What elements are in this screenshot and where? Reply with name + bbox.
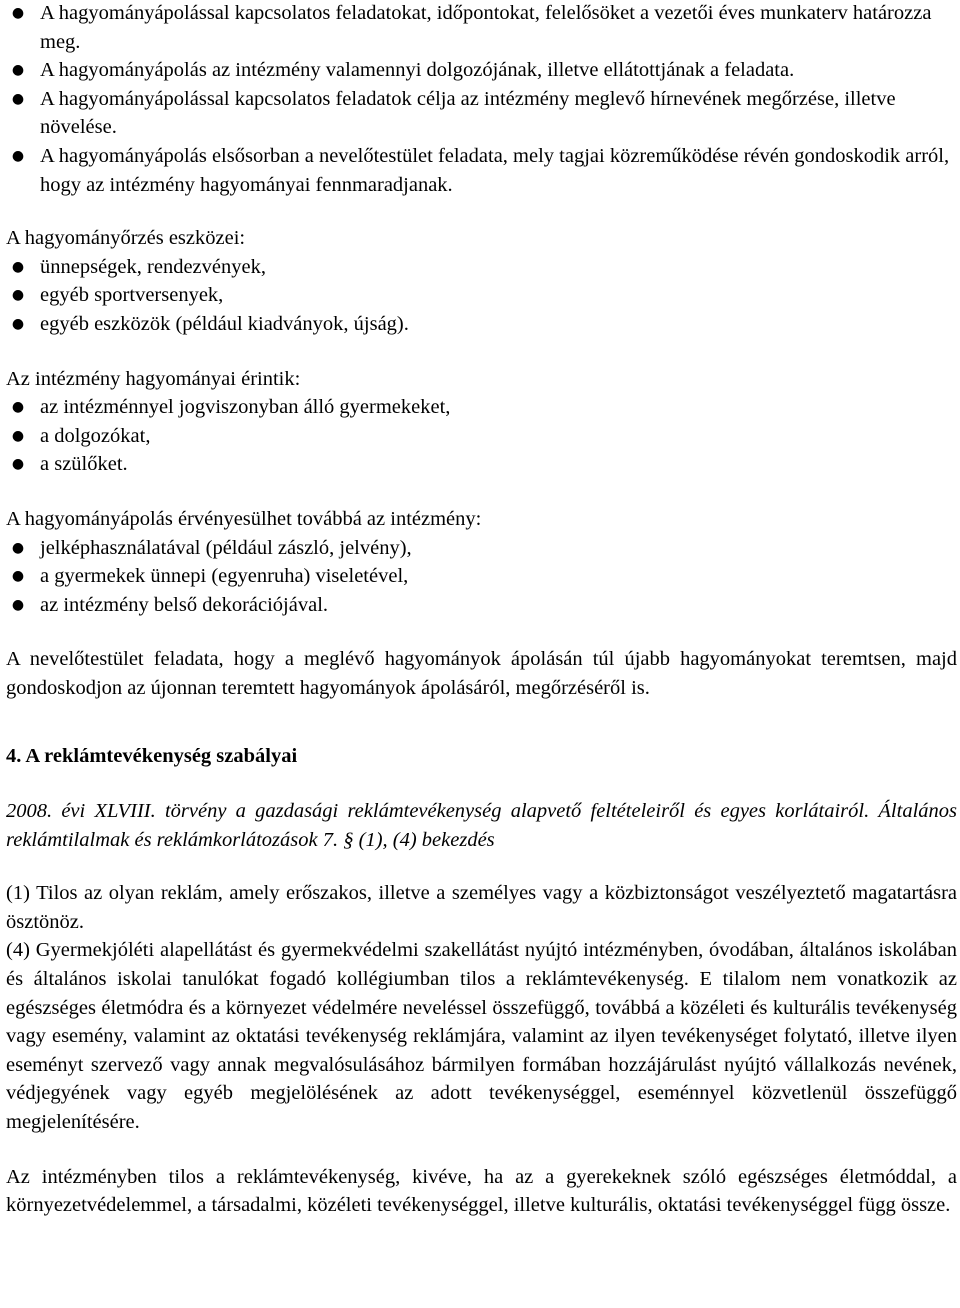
- list-item-text: egyéb eszközök (például kiadványok, újság).: [40, 312, 409, 335]
- list-item-text: az intézmény belső dekorációjával.: [40, 593, 329, 616]
- tools-intro: A hagyományőrzés eszközei:: [6, 227, 246, 250]
- list-item: [6, 85, 957, 142]
- list-item-text: A hagyományápolással kapcsolatos feladatokat, időpontokat, felelősöket a vezetői éves munkaterv határozza meg.: [40, 2, 932, 53]
- list-item: [6, 393, 957, 422]
- list-item: [6, 56, 957, 85]
- final-paragraph: Az intézményben tilos a reklámtevékenység, kivéve, ha az a gyerekeknek szóló egészséges életmóddal, a környezetvédelemmel, a társadalmi, közéleti tevékenységgel, illetve kulturális, oktatási tevékenységgel függ össze.: [6, 1165, 957, 1217]
- list-item: [6, 0, 957, 56]
- list-item-text: A hagyományápolás elsősorban a nevelőtestület feladata, mely tagjai közreműködése révén gondoskodik arról, hogy az intézmény hagyományai fennmaradjanak.: [40, 144, 950, 196]
- list-item-text: ünnepségek, rendezvények,: [40, 255, 266, 278]
- section-heading: 4. A reklámtevékenység szabályai: [6, 745, 298, 768]
- list-item-text: jelképhasználatával (például zászló, jelvény),: [40, 536, 412, 559]
- list-item: [6, 562, 957, 591]
- list-item-text: a szülőket.: [40, 453, 128, 476]
- bullet-icon: ●: [11, 568, 25, 585]
- list-item-text: A hagyományápolás az intézmény valamennyi dolgozójának, illetve ellátottjának a feladata.: [40, 59, 795, 82]
- bullet-icon: ●: [11, 596, 25, 613]
- clause-4: (4) Gyermekjóléti alapellátást és gyermekvédelmi szakellátást nyújtó intézményben, óvodában, általános iskolában és általános iskolai tanulókat fogadó kollégiumban tilos a reklámtevékenység. E tilalom nem vonatkozik az egészséges életmódra és a környezet védelmére neveléssel összefüggő, továbbá a közéleti és kulturális tevékenység vagy esemény, valamint az oktatási tevékenység reklámjára, valamint az ilyen tevékenységet folytató, illetve ilyen eseményt szervező vagy annak megvalósulásához bármilyen formában hozzájárulást nyújtó vállalkozás nevének, védjegyének vagy egyéb megjelölésének az adott tevékenységgel, eseménnyel közvetlenül összefüggő megjelenítésére.: [6, 939, 957, 1133]
- list-item-text: egyéb sportversenyek,: [40, 284, 224, 307]
- list-item: [6, 422, 957, 451]
- list-item: [6, 534, 957, 563]
- affects-list: [6, 393, 957, 479]
- list-item: [6, 253, 957, 282]
- tradition-tasks-list: [6, 0, 957, 199]
- law-reference: 2008. évi XLVIII. törvény a gazdasági reklámtevékenység alapvető feltételeiről és egyes korlátairól. Általános reklámtilalmak és reklámkorlátozások 7. § (1), (4) bekezdés: [6, 800, 957, 851]
- means-intro: A hagyományápolás érvényesülhet továbbá az intézmény:: [6, 507, 482, 530]
- tools-list: [6, 253, 957, 339]
- list-item: [6, 142, 957, 199]
- bullet-icon: ●: [11, 315, 25, 332]
- bullet-icon: ●: [11, 287, 25, 304]
- bullet-icon: ●: [11, 90, 25, 107]
- bullet-icon: ●: [11, 539, 25, 556]
- list-item-text: a gyermekek ünnepi (egyenruha) viseletével,: [40, 565, 409, 588]
- document-page: [6, 0, 957, 1220]
- list-item: [6, 591, 957, 620]
- means-list: [6, 534, 957, 620]
- bullet-icon: ●: [11, 62, 25, 79]
- clause-1: (1) Tilos az olyan reklám, amely erőszakos, illetve a személyes vagy a közbiztonságot veszélyeztető magatartásra ösztönöz.: [6, 882, 957, 933]
- list-item: [6, 281, 957, 310]
- bullet-icon: ●: [11, 147, 25, 164]
- list-item-text: az intézménnyel jogviszonyban álló gyermekeket,: [40, 396, 451, 419]
- affects-intro: Az intézmény hagyományai érintik:: [6, 367, 301, 390]
- list-item-text: a dolgozókat,: [40, 424, 151, 447]
- list-item: [6, 450, 957, 479]
- nevelotestulet-paragraph: A nevelőtestület feladata, hogy a meglévő hagyományok ápolásán túl újabb hagyományokat teremtsen, majd gondoskodjon az újonnan teremtett hagyományok ápolásáról, megőrzéséről is.: [6, 648, 957, 699]
- bullet-icon: ●: [11, 456, 25, 473]
- bullet-icon: ●: [11, 399, 25, 416]
- bullet-icon: ●: [11, 5, 25, 21]
- bullet-icon: ●: [11, 258, 25, 275]
- bullet-icon: ●: [11, 427, 25, 444]
- list-item-text: A hagyományápolással kapcsolatos feladatok célja az intézmény meglevő hírnevének megőrzése, illetve növelése.: [40, 87, 896, 139]
- list-item: [6, 310, 957, 339]
